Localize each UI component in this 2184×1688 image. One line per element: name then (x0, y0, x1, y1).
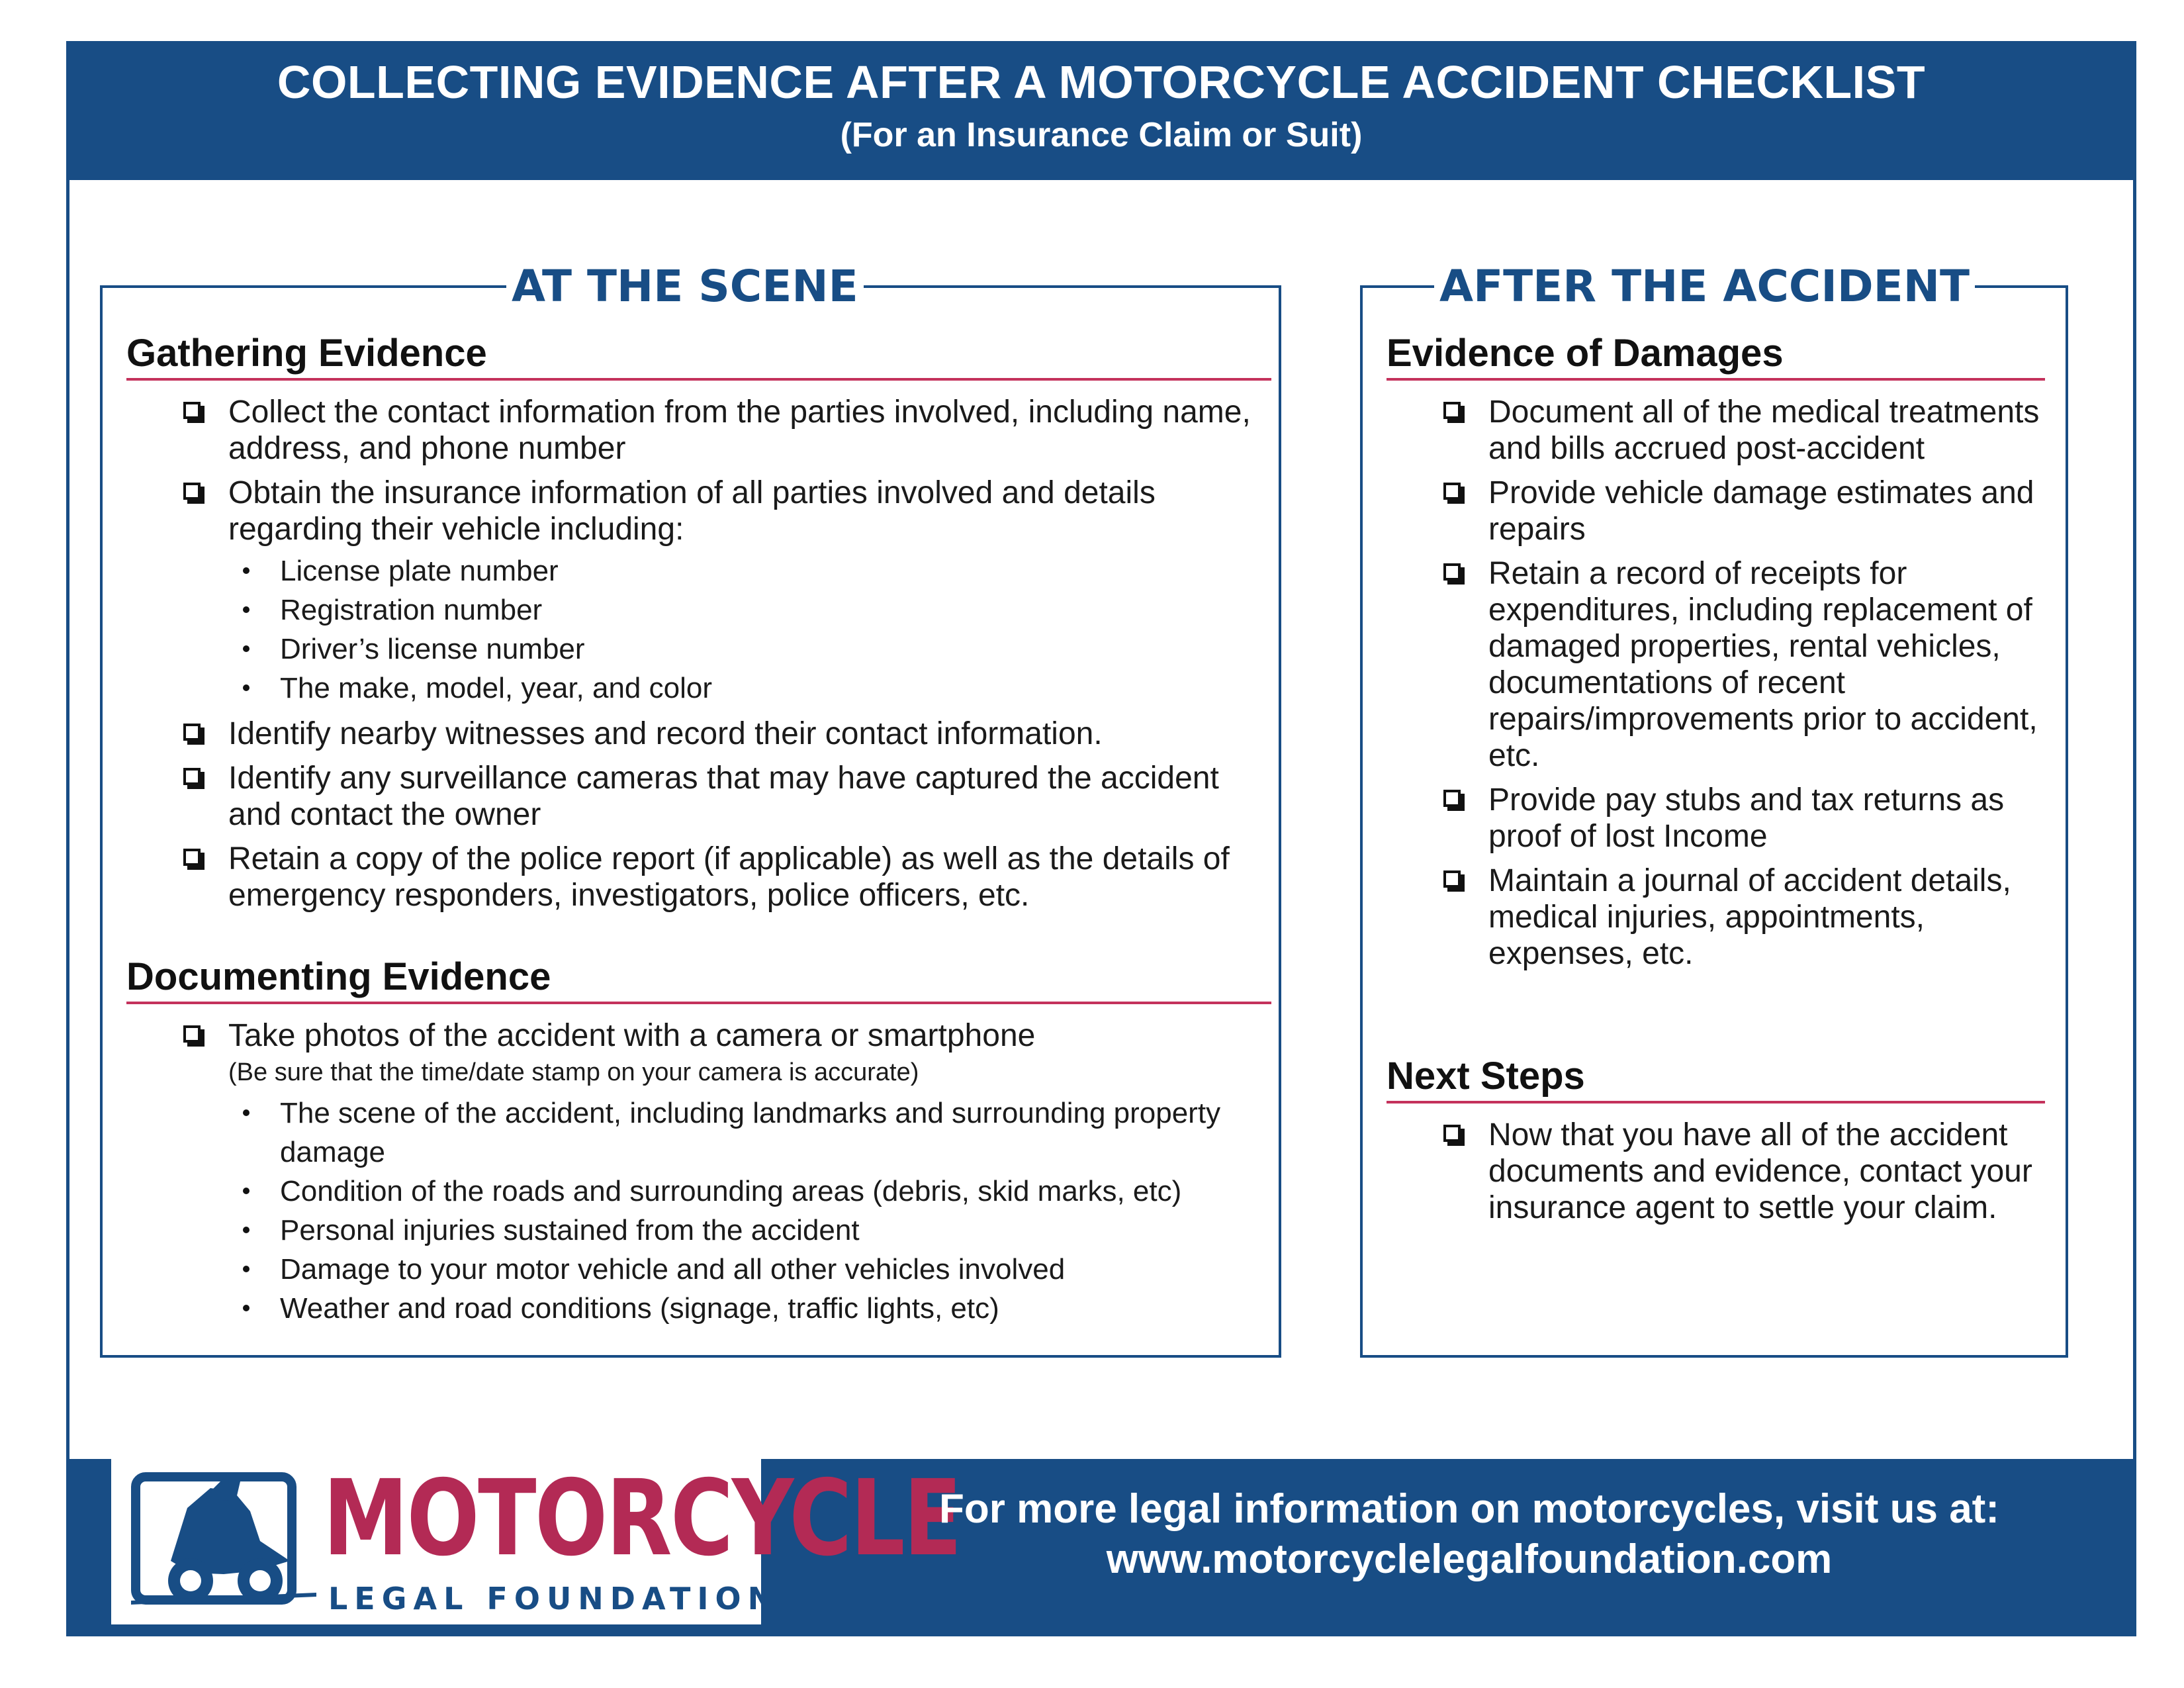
list-item: Personal injuries sustained from the accident (228, 1211, 1254, 1250)
gathering-evidence-heading: Gathering Evidence (126, 332, 487, 375)
gathering-evidence-list (175, 394, 1254, 921)
next-steps-list (1435, 1117, 2044, 1234)
photo-subjects-list (228, 1094, 1254, 1328)
website-link[interactable]: www.motorcyclelegalfoundation.com (1106, 1536, 1833, 1582)
evidence-of-damages-heading: Evidence of Damages (1387, 332, 1784, 375)
bullet-icon (243, 684, 250, 691)
section-rule (126, 378, 1271, 381)
section-rule (126, 1002, 1271, 1004)
bullet-icon (243, 1305, 250, 1311)
page-footer (66, 1459, 2136, 1636)
footer-message (827, 1484, 2111, 1585)
checklist-item[interactable]: Take photos of the accident with a camera or smartphone (Be sure that the time/date stamp on your camera is accurate) The scene of the accident, including landmarks and surrounding property damage Condition of the roads and surrounding areas (debris, skid marks, etc) Personal injuries sustained from the accident Damage to your motor vehicle and all other vehicles involved Weather and road conditions (signage, traffic lights, etc) (175, 1017, 1254, 1328)
documenting-evidence-list (175, 1017, 1254, 1336)
list-item: License plate number (228, 551, 1254, 590)
checklist-item[interactable]: Retain a record of receipts for expenditures, including replacement of damaged properties, rental vehicles, documentations of recent repairs/improvements prior to accident, etc. (1435, 555, 2044, 774)
list-item: The scene of the accident, including landmarks and surrounding property damage (228, 1094, 1254, 1172)
logo-subtitle: LEGAL FOUNDATION (328, 1581, 780, 1617)
at-the-scene-panel (100, 261, 1281, 1358)
next-steps-heading: Next Steps (1387, 1055, 1585, 1098)
foundation-logo (111, 1455, 961, 1624)
bullet-icon (243, 1188, 250, 1194)
bullet-icon (243, 606, 250, 613)
list-item: Condition of the roads and surrounding areas (debris, skid marks, etc) (228, 1172, 1254, 1211)
camera-note: (Be sure that the time/date stamp on your camera is accurate) (228, 1058, 919, 1086)
checkbox-icon[interactable] (1443, 483, 1461, 500)
list-item: Damage to your motor vehicle and all other vehicles involved (228, 1250, 1254, 1289)
bullet-icon (243, 567, 250, 574)
page-header (66, 41, 2136, 180)
section-rule (1387, 378, 2045, 381)
after-the-accident-panel (1360, 261, 2068, 1358)
documenting-evidence-heading: Documenting Evidence (126, 955, 551, 998)
footer-line: For more legal information on motorcycles, visit us at: (939, 1486, 1999, 1532)
checkbox-icon[interactable] (183, 724, 201, 741)
checklist-item[interactable]: Document all of the medical treatments and bills accrued post-accident (1435, 394, 2044, 467)
checkbox-icon[interactable] (183, 483, 201, 500)
list-item: The make, model, year, and color (228, 669, 1254, 708)
checklist-item[interactable]: Retain a copy of the police report (if applicable) as well as the details of emergency responders, investigators, police officers, etc. (175, 841, 1254, 914)
page-subtitle: (For an Insurance Claim or Suit) (840, 116, 1363, 154)
list-item: Weather and road conditions (signage, traffic lights, etc) (228, 1289, 1254, 1328)
checkbox-icon[interactable] (1443, 402, 1461, 419)
checkbox-icon[interactable] (1443, 790, 1461, 807)
checkbox-icon[interactable] (183, 402, 201, 419)
bullet-icon (243, 645, 250, 652)
checklist-item[interactable]: Maintain a journal of accident details, medical injuries, appointments, expenses, etc. (1435, 863, 2044, 972)
checklist-item[interactable]: Obtain the insurance information of all parties involved and details regarding their vehicle including: License plate number Registration number Driver’s license number The make, model, year, and color (175, 475, 1254, 708)
list-item: Driver’s license number (228, 630, 1254, 669)
checklist-item[interactable]: Now that you have all of the accident documents and evidence, contact your insurance agent to settle your claim. (1435, 1117, 2044, 1226)
checklist-item[interactable]: Identify nearby witnesses and record their contact information. (175, 716, 1254, 752)
checklist-item[interactable]: Provide vehicle damage estimates and repairs (1435, 475, 2044, 547)
checklist-item[interactable]: Identify any surveillance cameras that may have captured the accident and contact the owner (175, 760, 1254, 833)
logo-wordmark: MOTORCYCLE (323, 1458, 961, 1579)
checklist-item[interactable]: Provide pay stubs and tax returns as proof of lost Income (1435, 782, 2044, 855)
evidence-of-damages-list (1435, 394, 2044, 980)
section-rule (1387, 1101, 2045, 1103)
checkbox-icon[interactable] (183, 768, 201, 785)
checkbox-icon[interactable] (183, 1025, 201, 1043)
bullet-icon (243, 1266, 250, 1272)
checkbox-icon[interactable] (183, 849, 201, 866)
bullet-icon (243, 1227, 250, 1233)
page-title: COLLECTING EVIDENCE AFTER A MOTORCYCLE ACCIDENT CHECKLIST (277, 56, 1926, 108)
bullet-icon (243, 1109, 250, 1116)
vehicle-details-list (228, 551, 1254, 708)
panel-title-after-the-accident: AFTER THE ACCIDENT (1434, 260, 1975, 313)
checkbox-icon[interactable] (1443, 870, 1461, 888)
list-item: Registration number (228, 590, 1254, 630)
motorcycle-rider-icon (124, 1462, 323, 1620)
checklist-item[interactable]: Collect the contact information from the parties involved, including name, address, and phone number (175, 394, 1254, 467)
panel-title-at-the-scene: AT THE SCENE (506, 260, 864, 313)
checkbox-icon[interactable] (1443, 563, 1461, 581)
checkbox-icon[interactable] (1443, 1125, 1461, 1142)
